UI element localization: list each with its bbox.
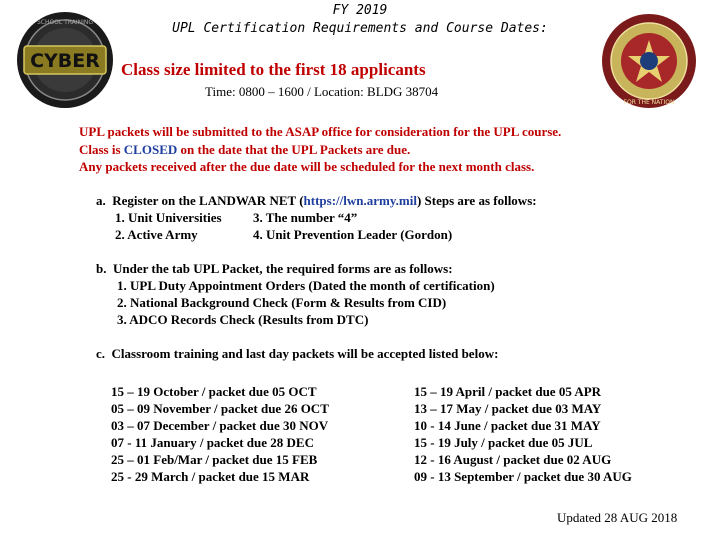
step-2: 2. Active Army bbox=[115, 227, 198, 242]
schedule-row: 07 - 11 January / packet due 28 DEC bbox=[111, 435, 314, 450]
svg-text:CYBER: CYBER bbox=[30, 50, 100, 72]
item-a-text-post: ) Steps are as follows: bbox=[416, 193, 537, 208]
notice-line-2-pre: Class is bbox=[79, 142, 124, 157]
form-2: 2. National Background Check (Form & Results from CID) bbox=[117, 295, 447, 310]
command-seal-logo bbox=[600, 12, 698, 110]
schedule-row: 25 - 29 March / packet due 15 MAR bbox=[111, 469, 310, 484]
closed-label: CLOSED bbox=[123, 142, 178, 157]
item-c bbox=[96, 346, 498, 362]
form-1: 1. UPL Duty Appointment Orders (Dated the month of certification) bbox=[117, 278, 495, 293]
notice-line-3: Any packets received after the due date will be scheduled for the next month class. bbox=[79, 159, 535, 174]
schedule-row: 15 – 19 April / packet due 05 APR bbox=[414, 384, 602, 399]
schedule-row: 15 - 19 July / packet due 05 JUL bbox=[414, 435, 593, 450]
item-b-text: Under the tab UPL Packet, the required forms are as follows: bbox=[112, 261, 453, 276]
item-b bbox=[96, 261, 453, 277]
form-3: 3. ADCO Records Check (Results from DTC) bbox=[117, 312, 369, 327]
item-b-prefix: b. bbox=[96, 261, 107, 276]
time-location: Time: 0800 – 1600 / Location: BLDG 38704 bbox=[205, 84, 439, 99]
schedule-right-column bbox=[414, 383, 632, 485]
landwar-link[interactable]: https://lwn.army.mil bbox=[303, 193, 417, 208]
item-a-prefix: a. bbox=[96, 193, 106, 208]
updated-date: Updated 28 AUG 2018 bbox=[557, 510, 678, 525]
schedule-row: 10 - 14 June / packet due 31 MAY bbox=[414, 418, 601, 433]
schedule-row: 15 – 19 October / packet due 05 OCT bbox=[111, 384, 317, 399]
svg-text:SCHOOL TRAINING: SCHOOL TRAINING bbox=[36, 19, 94, 26]
notice-line-2 bbox=[79, 142, 410, 158]
item-c-prefix: c. bbox=[96, 346, 106, 361]
item-a bbox=[96, 193, 537, 209]
svg-text:FOR THE NATION: FOR THE NATION bbox=[623, 99, 675, 106]
notice-line-2-post: on the date that the UPL Packets are due. bbox=[177, 142, 411, 157]
schedule-left-column bbox=[111, 383, 329, 485]
item-a-text: Register on the LANDWAR NET ( bbox=[112, 193, 304, 208]
step-1: 1. Unit Universities bbox=[115, 210, 222, 225]
class-size-notice: Class size limited to the first 18 applicants bbox=[121, 60, 426, 79]
schedule-row: 05 – 09 November / packet due 26 OCT bbox=[111, 401, 329, 416]
schedule-row: 12 - 16 August / packet due 02 AUG bbox=[414, 452, 612, 467]
schedule-row: 25 – 01 Feb/Mar / packet due 15 FEB bbox=[111, 452, 318, 467]
item-c-text: Classroom training and last day packets will be accepted listed below: bbox=[111, 346, 499, 361]
step-4: 4. Unit Prevention Leader (Gordon) bbox=[253, 227, 453, 242]
page-subtitle: UPL Certification Requirements and Course Dates: bbox=[172, 21, 548, 36]
notice-line-1: UPL packets will be submitted to the ASAP office for consideration for the UPL course. bbox=[79, 124, 562, 139]
step-3: 3. The number “4” bbox=[253, 210, 358, 225]
schedule-row: 09 - 13 September / packet due 30 AUG bbox=[414, 469, 632, 484]
schedule-row: 13 – 17 May / packet due 03 MAY bbox=[414, 401, 602, 416]
schedule-row: 03 – 07 December / packet due 30 NOV bbox=[111, 418, 329, 433]
page-title: FY 2019 bbox=[332, 3, 388, 18]
cyber-logo bbox=[10, 10, 120, 110]
